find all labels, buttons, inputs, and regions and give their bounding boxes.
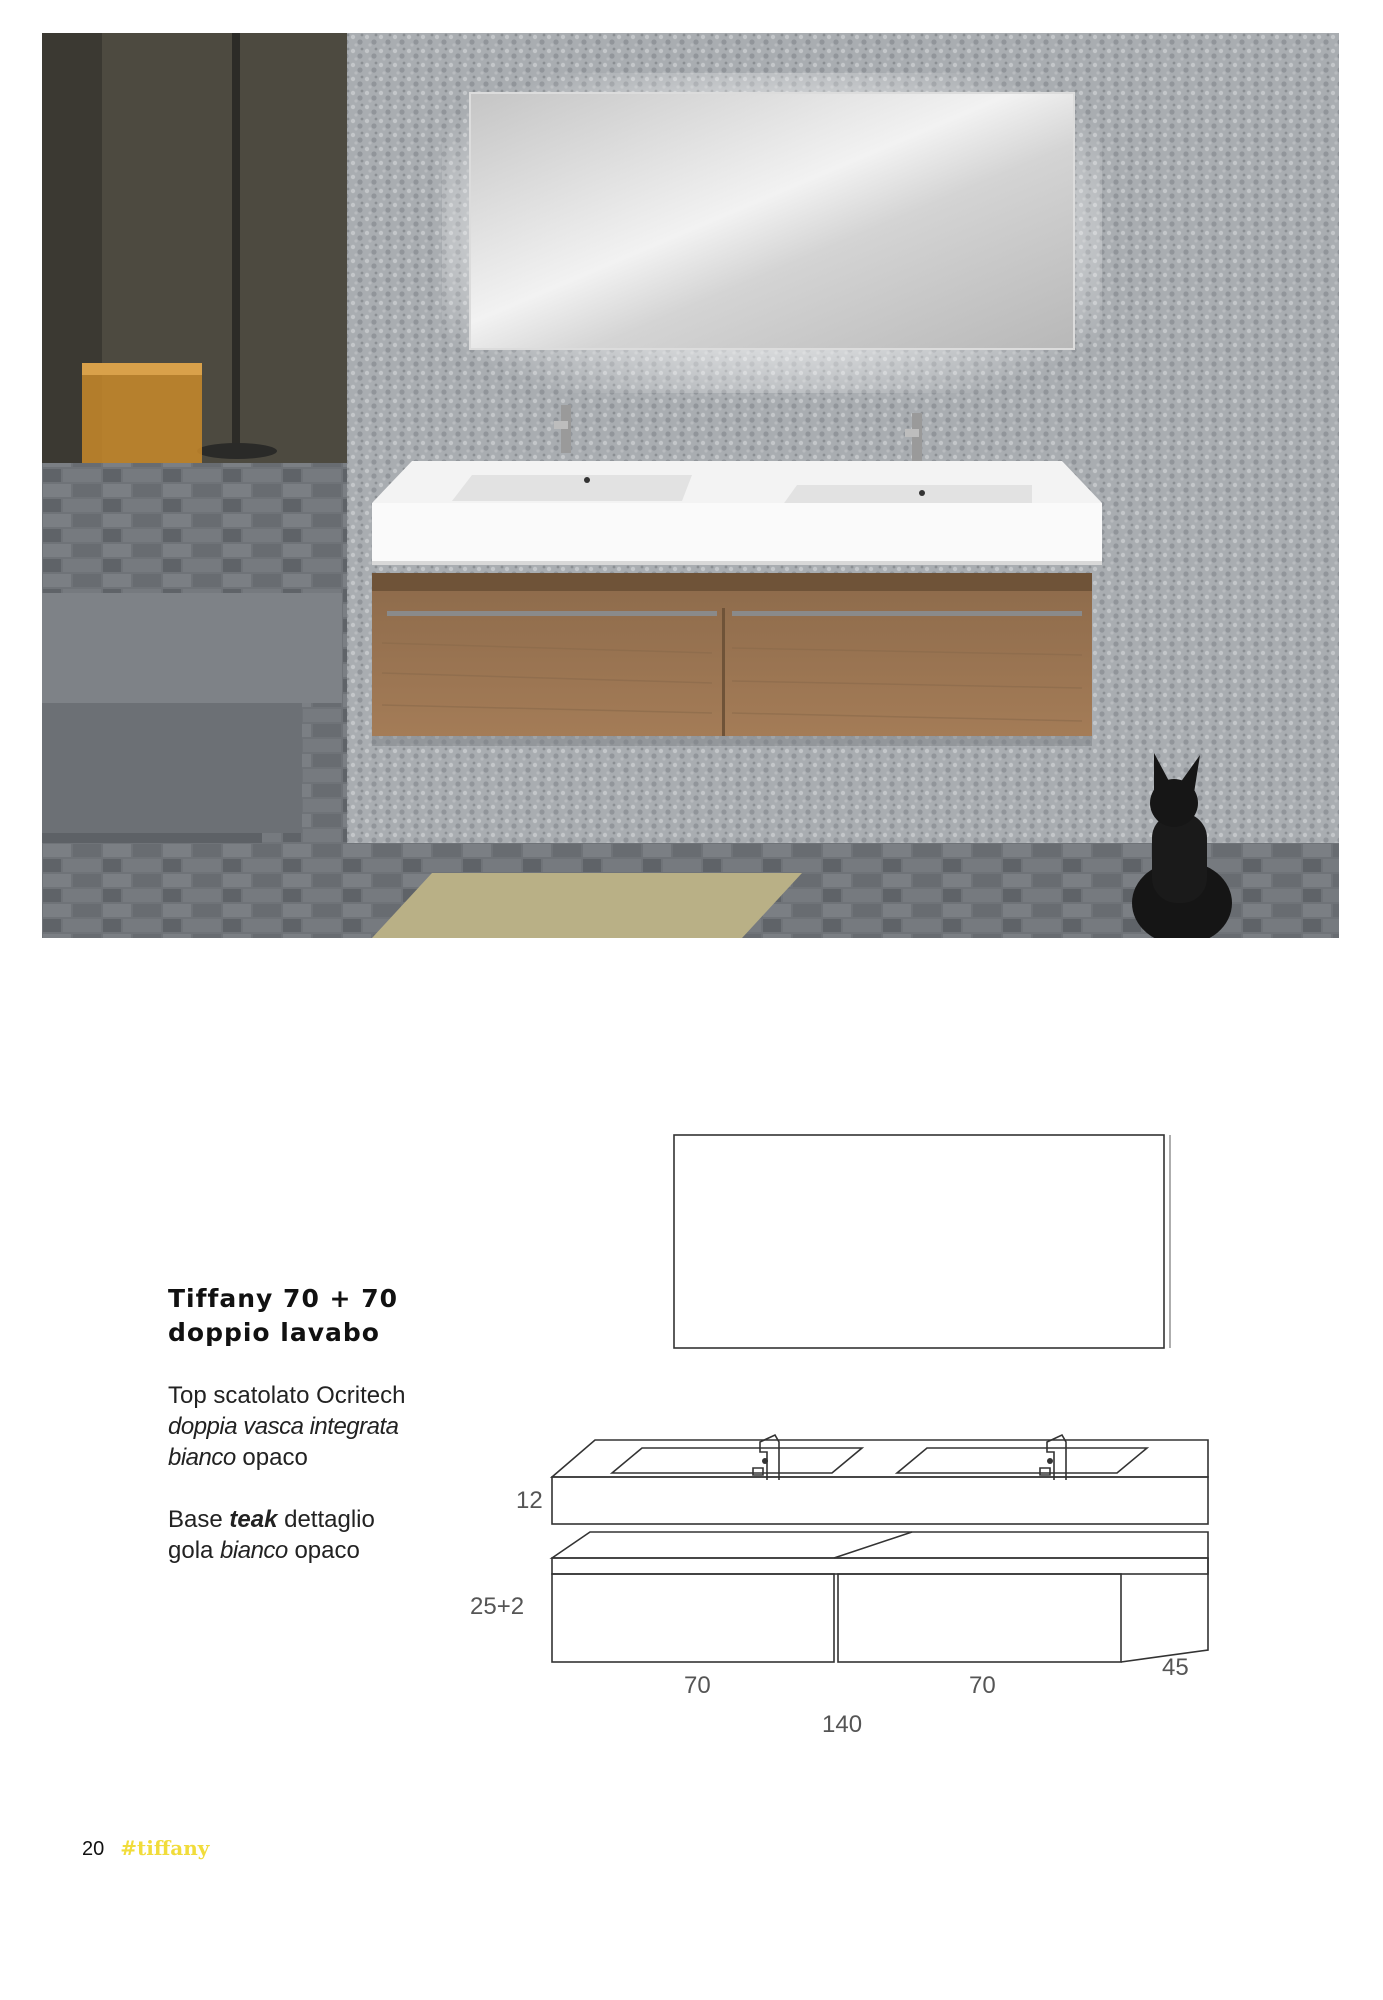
dim-depth: 45 bbox=[1162, 1654, 1189, 1681]
product-photo bbox=[42, 33, 1339, 938]
product-description bbox=[168, 1380, 498, 1597]
dim-right-width: 70 bbox=[969, 1672, 996, 1699]
basin-right bbox=[897, 1448, 1147, 1473]
sink-top-front bbox=[552, 1477, 1208, 1524]
dim-left-width: 70 bbox=[684, 1672, 711, 1699]
desc-base-text: Base bbox=[168, 1506, 230, 1533]
page-number: 20 bbox=[82, 1838, 105, 1860]
technical-drawing bbox=[470, 1130, 1230, 1750]
dim-total-width: 140 bbox=[822, 1711, 863, 1738]
desc-top-feature: doppia vasca integrata bbox=[168, 1413, 399, 1440]
sink-top-surface bbox=[552, 1440, 1208, 1477]
desc-base-finish: opaco bbox=[287, 1537, 360, 1564]
desc-base-gola: gola bbox=[168, 1537, 221, 1564]
desc-base-color: bianco bbox=[220, 1537, 288, 1564]
page-footer bbox=[82, 1836, 209, 1861]
base-front bbox=[552, 1558, 1208, 1574]
desc-base-detail: dettaglio bbox=[277, 1506, 375, 1533]
desc-top-color: bianco bbox=[168, 1444, 236, 1471]
mirror-outline bbox=[674, 1135, 1164, 1348]
drawer-right bbox=[838, 1574, 1121, 1662]
desc-base-material: teak bbox=[229, 1506, 278, 1533]
product-title-line2: doppio lavabo bbox=[168, 1318, 380, 1347]
description-base bbox=[168, 1504, 498, 1566]
desc-top-text: Top scatolato Ocritech bbox=[168, 1382, 406, 1409]
base-top bbox=[552, 1532, 1208, 1558]
basin-left bbox=[612, 1448, 862, 1473]
dim-top-height: 12 bbox=[516, 1487, 543, 1514]
product-title-line1: Tiffany 70 + 70 bbox=[168, 1284, 398, 1313]
drawer-left bbox=[552, 1574, 834, 1662]
desc-top-finish: opaco bbox=[235, 1444, 308, 1471]
description-top bbox=[168, 1380, 498, 1473]
dim-base-height: 25+2 bbox=[470, 1593, 525, 1620]
collection-hashtag: #tiffany bbox=[120, 1836, 210, 1860]
